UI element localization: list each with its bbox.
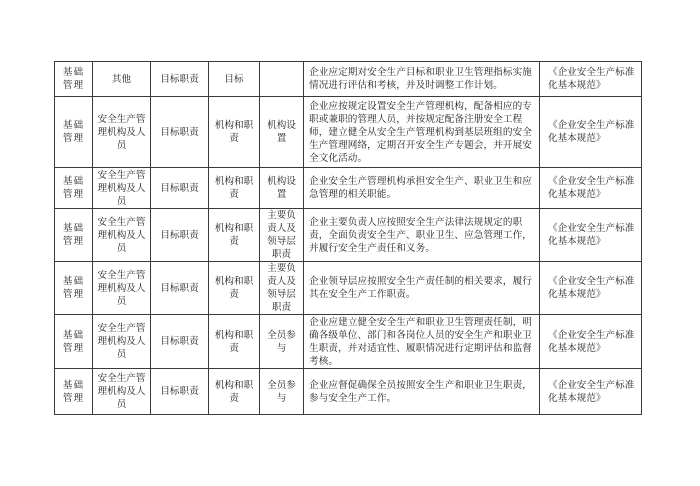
- duty-type-cell: 目标职责: [151, 168, 209, 209]
- duty-type-cell: 目标职责: [151, 62, 209, 97]
- sub-item-cell: [260, 62, 304, 97]
- content-cell: 企业领导层应按照安全生产责任制的相关要求，履行其在安全生产工作职责。: [304, 262, 540, 315]
- item-cell: 机构和职责: [209, 209, 260, 262]
- table-row: [55, 209, 642, 262]
- content-cell: 企业应按规定设置安全生产管理机构，配备相应的专职或兼职的管理人员，并按规定配备注册安全工程师，建立健全从安全生产管理机构到基层班组的安全生产管理网络，定期召开安全生产专题会，并开展安全文化活动。: [304, 97, 540, 168]
- element-cell: 安全生产管理机构及人员: [93, 209, 151, 262]
- category-cell: 基础管理: [55, 97, 93, 168]
- source-cell: 《企业安全生产标准化基本规范》: [540, 209, 642, 262]
- duty-type-cell: 目标职责: [151, 369, 209, 415]
- regulation-table: [54, 61, 642, 415]
- item-cell: 机构和职责: [209, 97, 260, 168]
- duty-type-cell: 目标职责: [151, 97, 209, 168]
- source-cell: 《企业安全生产标准化基本规范》: [540, 168, 642, 209]
- sub-item-cell: 主要负责人及领导层职责: [260, 262, 304, 315]
- sub-item-cell: 机构设置: [260, 168, 304, 209]
- category-cell: 基础管理: [55, 315, 93, 369]
- category-cell: 基础管理: [55, 62, 93, 97]
- content-cell: 企业主要负责人应按照安全生产法律法规规定的职责，全面负责安全生产、职业卫生、应急管理工作，并履行安全生产责任和义务。: [304, 209, 540, 262]
- table-row: [55, 62, 642, 97]
- source-cell: 《企业安全生产标准化基本规范》: [540, 262, 642, 315]
- content-cell: 企业应定期对安全生产目标和职业卫生管理指标实施情况进行评估和考核，并及时调整工作计划。: [304, 62, 540, 97]
- source-cell: 《企业安全生产标准化基本规范》: [540, 97, 642, 168]
- duty-type-cell: 目标职责: [151, 262, 209, 315]
- element-cell: 安全生产管理机构及人员: [93, 97, 151, 168]
- content-cell: 企业应督促确保全员按照安全生产和职业卫生职责，参与安全生产工作。: [304, 369, 540, 415]
- duty-type-cell: 目标职责: [151, 315, 209, 369]
- source-cell: 《企业安全生产标准化基本规范》: [540, 315, 642, 369]
- sub-item-cell: 全员参与: [260, 369, 304, 415]
- category-cell: 基础管理: [55, 168, 93, 209]
- item-cell: 目标: [209, 62, 260, 97]
- source-cell: 《企业安全生产标准化基本规范》: [540, 369, 642, 415]
- content-cell: 企业安全生产管理机构承担安全生产、职业卫生和应急管理的相关职能。: [304, 168, 540, 209]
- category-cell: 基础管理: [55, 369, 93, 415]
- category-cell: 基础管理: [55, 262, 93, 315]
- source-cell: 《企业安全生产标准化基本规范》: [540, 62, 642, 97]
- duty-type-cell: 目标职责: [151, 209, 209, 262]
- table-row: [55, 369, 642, 415]
- item-cell: 机构和职责: [209, 168, 260, 209]
- sub-item-cell: 全员参与: [260, 315, 304, 369]
- category-cell: 基础管理: [55, 209, 93, 262]
- sub-item-cell: 机构设置: [260, 97, 304, 168]
- sub-item-cell: 主要负责人及领导层职责: [260, 209, 304, 262]
- element-cell: 安全生产管理机构及人员: [93, 262, 151, 315]
- table-row: [55, 168, 642, 209]
- element-cell: 安全生产管理机构及人员: [93, 168, 151, 209]
- item-cell: 机构和职责: [209, 262, 260, 315]
- element-cell: 其他: [93, 62, 151, 97]
- element-cell: 安全生产管理机构及人员: [93, 369, 151, 415]
- content-cell: 企业应建立健全安全生产和职业卫生管理责任制，明确各级单位、部门和各岗位人员的安全生产和职业卫生职责，并对适宜性、履职情况进行定期评估和监督考核。: [304, 315, 540, 369]
- table-row: [55, 97, 642, 168]
- table-row: [55, 262, 642, 315]
- table-row: [55, 315, 642, 369]
- element-cell: 安全生产管理机构及人员: [93, 315, 151, 369]
- item-cell: 机构和职责: [209, 315, 260, 369]
- item-cell: 机构和职责: [209, 369, 260, 415]
